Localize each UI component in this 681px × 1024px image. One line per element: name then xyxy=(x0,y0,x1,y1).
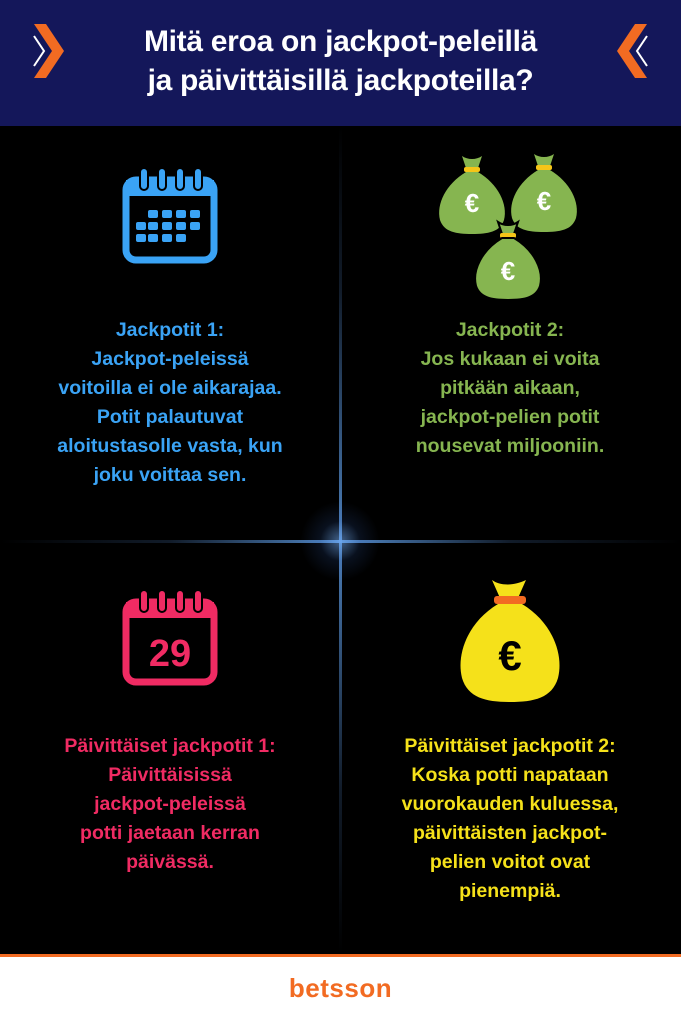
euro-symbol: € xyxy=(498,632,522,679)
header-banner xyxy=(0,0,681,126)
daily-jackpot-info-1-line: päivässä. xyxy=(126,851,214,873)
daily-jackpot-info-2-line: pelien voitot ovat xyxy=(429,851,591,873)
calendar-day-number: 29 xyxy=(148,633,192,675)
daily-jackpot-info-1-line: potti jaetaan kerran xyxy=(80,822,260,844)
divider-center-glow xyxy=(300,501,380,581)
daily-jackpot-info-2-line: vuorokauden kuluessa, xyxy=(401,793,619,815)
brand-logo[interactable]: betsson xyxy=(288,973,393,1003)
jackpot-info-1-line: aloitustasolle vasta, kun xyxy=(57,435,283,457)
page-title xyxy=(90,22,591,100)
daily-jackpot-info-1-heading: Päivittäiset jackpotit 1: xyxy=(64,735,276,757)
daily-jackpot-info-2-line: päivittäisten jackpot- xyxy=(413,822,607,844)
daily-jackpot-info-1-line: Päivittäisissä xyxy=(108,764,232,786)
daily-jackpot-info-2 xyxy=(350,732,670,906)
money-bag-front xyxy=(475,222,541,300)
chevron-left-icon xyxy=(615,20,651,82)
jackpot-info-2-heading: Jackpotit 2: xyxy=(455,319,565,341)
chevron-right-icon xyxy=(30,20,66,82)
svg-text:€: € xyxy=(500,256,516,286)
daily-jackpot-info-1 xyxy=(10,732,330,877)
daily-jackpot-info-2-line: pienempiä. xyxy=(459,880,561,902)
money-bags-icon xyxy=(432,154,592,304)
jackpot-info-1-line: Potit palautuvat xyxy=(96,406,244,428)
jackpot-info-1-heading: Jackpotit 1: xyxy=(115,319,225,341)
calendar-icon xyxy=(120,166,220,266)
daily-jackpot-info-1-line: jackpot-peleissä xyxy=(94,793,246,815)
jackpot-info-2-line: nousevat miljooniin. xyxy=(415,435,605,457)
jackpot-info-1 xyxy=(20,316,320,490)
svg-text:€: € xyxy=(536,186,552,216)
jackpot-info-2-line: Jos kukaan ei voita xyxy=(420,348,600,370)
footer xyxy=(0,954,681,1024)
jackpot-info-2-line: jackpot-pelien potit xyxy=(420,406,600,428)
jackpot-info-2 xyxy=(360,316,660,461)
jackpot-info-1-line: voitoilla ei ole aikarajaa. xyxy=(58,377,282,399)
daily-jackpot-info-2-heading: Päivittäiset jackpotit 2: xyxy=(404,735,616,757)
jackpot-info-2-line: pitkään aikaan, xyxy=(440,377,580,399)
jackpot-info-1-line: Jackpot-peleissä xyxy=(91,348,249,370)
comparison-panel xyxy=(0,126,681,954)
money-bag-icon xyxy=(456,578,566,708)
calendar-day-icon xyxy=(120,588,220,688)
page-title-line-1: Mitä eroa on jackpot-peleillä xyxy=(143,25,538,58)
svg-text:€: € xyxy=(464,188,480,218)
money-bag-back-left xyxy=(439,156,505,234)
daily-jackpot-info-2-line: Koska potti napataan xyxy=(411,764,609,786)
money-bag-back-right xyxy=(511,154,577,232)
jackpot-info-1-line: joku voittaa sen. xyxy=(93,464,247,486)
page-title-line-2: ja päivittäisillä jackpoteilla? xyxy=(147,64,534,97)
